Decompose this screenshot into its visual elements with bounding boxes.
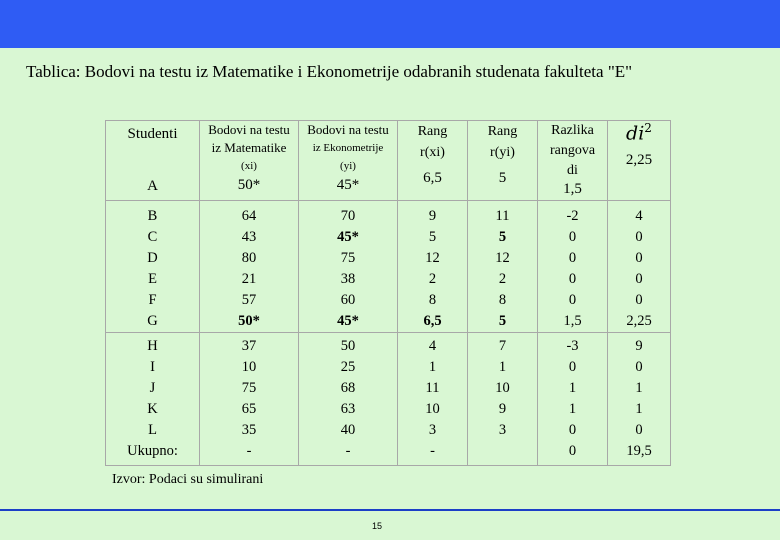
group1-d2-col: 4 0 0 0 0 2,25 [608, 201, 671, 333]
bottom-divider [0, 509, 780, 511]
total-label: Ukupno: [127, 443, 178, 459]
row-a-ry: 5 [498, 170, 507, 186]
group1-x-col: 64 43 80 21 57 50* [200, 201, 299, 333]
row-a-x: 50* [237, 177, 261, 193]
row-a-y: 45* [336, 177, 360, 193]
top-bar [0, 0, 780, 48]
total-d2-value: 19,5 [626, 443, 652, 459]
table-header-row [106, 121, 671, 201]
row-a-rx: 6,5 [423, 170, 442, 186]
group2-ry-col: 7 1 10 9 3 [468, 333, 538, 466]
header-ekonometrija: Bodovi na testu iz Ekonometrije (yi) 45* [299, 121, 398, 201]
group1-y-col: 70 45* 75 38 60 45* [299, 201, 398, 333]
table-group-2 [106, 333, 671, 466]
group2-student-col: H I J K L Ukupno: [106, 333, 200, 466]
table-group-1 [106, 201, 671, 333]
group1-student-col: B C D E F G [106, 201, 200, 333]
source-note: Izvor: Podaci su simulirani [112, 472, 264, 487]
data-table [105, 120, 671, 466]
row-a-d: 1,5 [563, 181, 582, 197]
group1-ry-col: 11 5 12 2 8 5 [468, 201, 538, 333]
group2-y-col: 50 25 68 63 40 - [299, 333, 398, 466]
header-rang-y: Rang r(yi) 5 [468, 121, 538, 201]
group1-rx-col: 9 5 12 2 8 6,5 [398, 201, 468, 333]
group2-rx-col: 4 1 11 10 3 - [398, 333, 468, 466]
header-matematika: Bodovi na testu iz Matematike (xi) 50* [200, 121, 299, 201]
group2-x-col: 37 10 75 65 35 - [200, 333, 299, 466]
group2-d2-col: 9 0 1 1 0 19,5 [608, 333, 671, 466]
group2-d-col: -3 0 1 1 0 0 [538, 333, 608, 466]
header-studenti: Studenti A [106, 121, 200, 201]
page-number: 15 [372, 521, 383, 531]
header-di-squared: $di^2$ 2,25 [608, 121, 671, 201]
header-rang-x: Rang r(xi) 6,5 [398, 121, 468, 201]
group1-d-col: -2 0 0 0 0 1,5 [538, 201, 608, 333]
row-a-d2: 2,25 [625, 152, 653, 169]
table-title: Tablica: Bodovi na testu iz Matematike i Ekonometrije odabranih studenata fakulteta "E" [26, 62, 633, 81]
header-razlika: Razlika rangova di 1,5 [538, 121, 608, 201]
row-a-student: A [147, 178, 158, 194]
